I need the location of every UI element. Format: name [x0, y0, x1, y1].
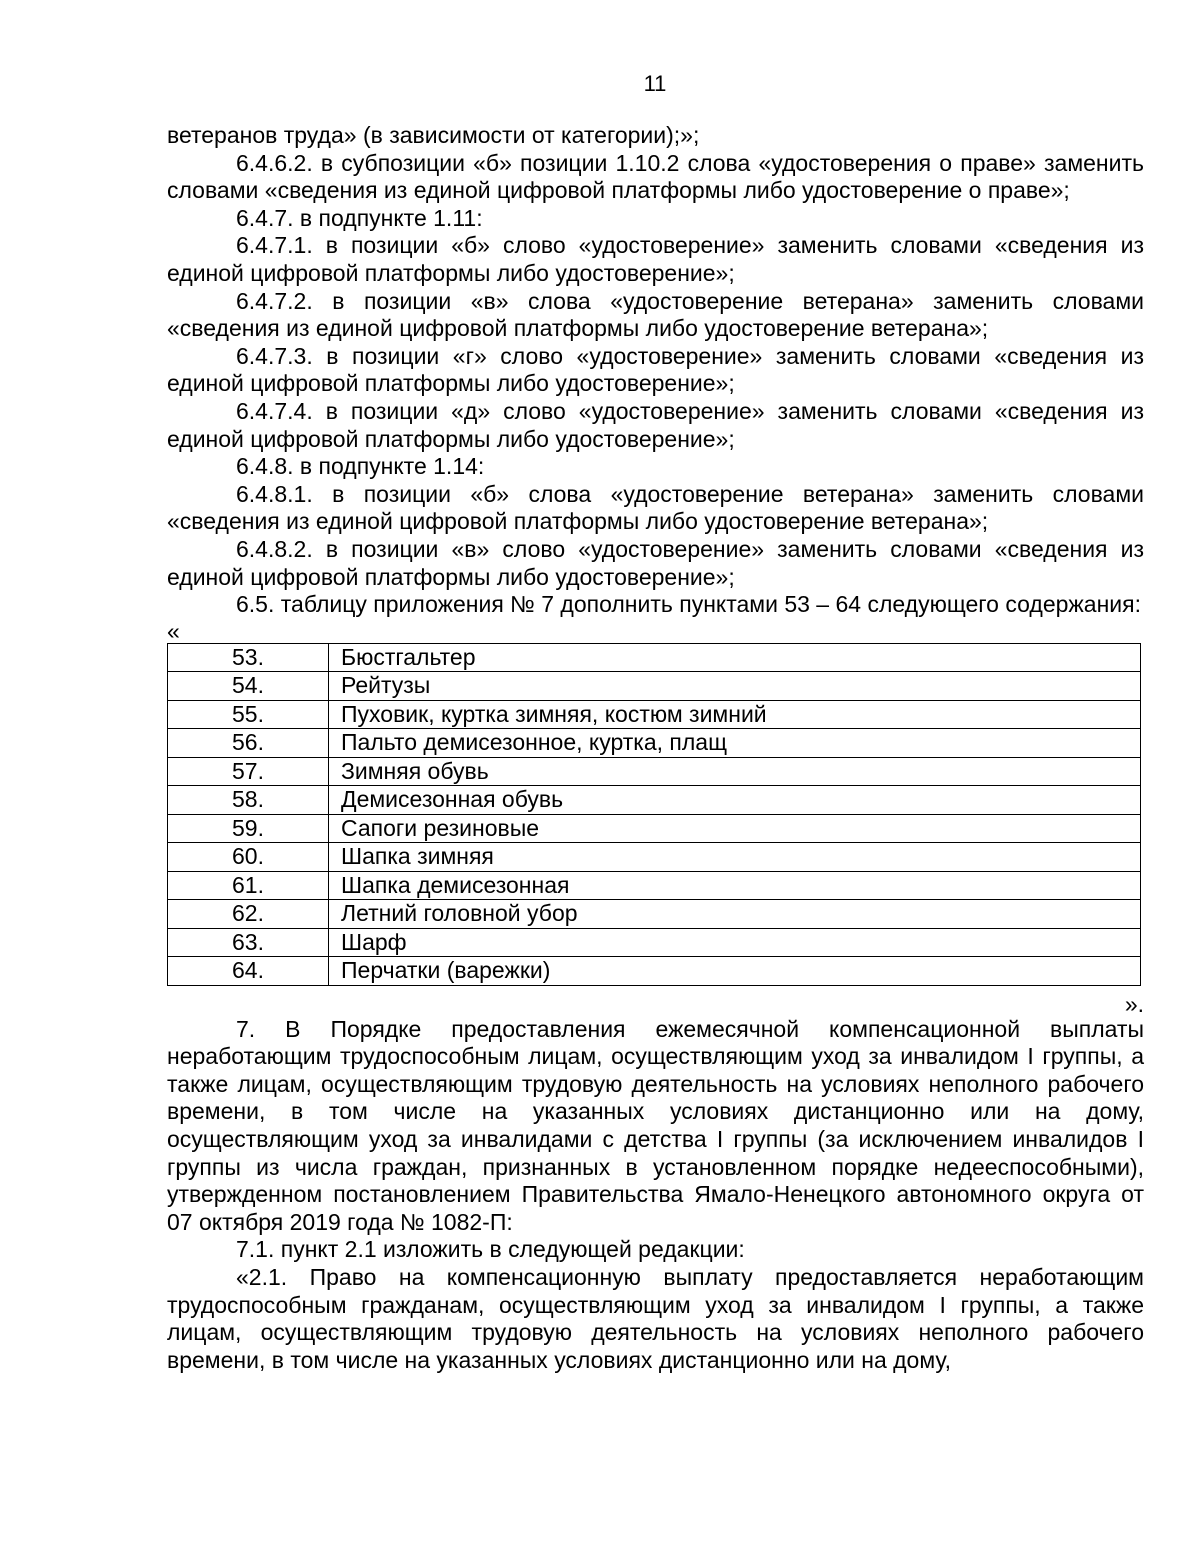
item-name: Перчатки (варежки) — [329, 957, 1141, 986]
item-name: Пуховик, куртка зимняя, костюм зимний — [329, 700, 1141, 729]
table-open-quote: « — [167, 617, 180, 644]
paragraph: 6.4.8. в подпункте 1.14: — [236, 453, 485, 480]
item-number: 56. — [168, 729, 329, 758]
item-number: 61. — [168, 871, 329, 900]
table-row — [168, 928, 1141, 957]
item-number: 55. — [168, 700, 329, 729]
table-row — [168, 757, 1141, 786]
paragraph: 6.4.7.4. в позиции «д» слово «удостоверение» заменить словами «сведения из единой цифровой платформы либо удостоверение»; — [167, 397, 1144, 452]
item-name: Рейтузы — [329, 672, 1141, 701]
paragraph: 6.4.7.2. в позиции «в» слова «удостоверение ветерана» заменить словами «сведения из единой цифровой платформы либо удостоверение ветерана»; — [167, 287, 1144, 342]
paragraph: ветеранов труда» (в зависимости от категории);»; — [167, 122, 700, 148]
paragraph: «2.1. Право на компенсационную выплату предоставляется неработающим трудоспособным гражданам, осуществляющим уход за инвалидом I группы, а также лицам, осуществляющим трудовую деятельность на условиях неполного рабочего времени, в том числе на указанных условиях дистанционно или на дому, — [167, 1264, 1144, 1373]
item-number: 53. — [168, 643, 329, 672]
page-number: 11 — [643, 71, 667, 96]
table-row — [168, 900, 1141, 929]
item-name: Бюстгальтер — [329, 643, 1141, 672]
table-row — [168, 643, 1141, 672]
item-name: Летний головной убор — [329, 900, 1141, 929]
item-number: 58. — [168, 786, 329, 815]
table-row — [168, 700, 1141, 729]
table-row — [168, 814, 1141, 843]
table-row — [168, 672, 1141, 701]
paragraph: 6.4.8.2. в позиции «в» слово «удостоверение» заменить словами «сведения из единой цифровой платформы либо удостоверение»; — [167, 535, 1144, 590]
item-name: Зимняя обувь — [329, 757, 1141, 786]
item-number: 54. — [168, 672, 329, 701]
table-row — [168, 871, 1141, 900]
paragraph: 6.4.8.1. в позиции «б» слова «удостоверение ветерана» заменить словами «сведения из единой цифровой платформы либо удостоверение ветерана»; — [167, 480, 1144, 535]
item-number: 62. — [168, 900, 329, 929]
paragraph: 6.4.7. в подпункте 1.11: — [236, 204, 483, 231]
item-name: Шарф — [329, 928, 1141, 957]
item-number: 63. — [168, 928, 329, 957]
item-name: Сапоги резиновые — [329, 814, 1141, 843]
paragraph: 6.4.6.2. в субпозиции «б» позиции 1.10.2 слова «удостоверения о праве» заменить словами «сведения из единой цифровой платформы либо удостоверение о праве»; — [167, 149, 1144, 204]
paragraph: 6.5. таблицу приложения № 7 дополнить пунктами 53 – 64 следующего содержания: — [236, 591, 1141, 618]
table-row — [168, 957, 1141, 986]
paragraphs-before-table — [167, 122, 1144, 619]
item-number: 64. — [168, 957, 329, 986]
item-name: Демисезонная обувь — [329, 786, 1141, 815]
item-name: Пальто демисезонное, куртка, плащ — [329, 729, 1141, 758]
table-row — [168, 786, 1141, 815]
paragraph: 6.4.7.3. в позиции «г» слово «удостоверение» заменить словами «сведения из единой цифровой платформы либо удостоверение»; — [167, 342, 1144, 397]
table-close-quote: ». — [1124, 990, 1144, 1017]
item-number: 60. — [168, 843, 329, 872]
item-number: 57. — [168, 757, 329, 786]
paragraph: 6.4.7.1. в позиции «б» слово «удостоверение» заменить словами «сведения из единой цифровой платформы либо удостоверение»; — [167, 232, 1144, 286]
item-name: Шапка зимняя — [329, 843, 1141, 872]
item-number: 59. — [168, 814, 329, 843]
document-body — [167, 122, 1144, 1374]
table-row — [168, 729, 1141, 758]
paragraph: 7.1. пункт 2.1 изложить в следующей редакции: — [236, 1236, 745, 1263]
table-row — [168, 843, 1141, 872]
paragraph: 7. В Порядке предоставления ежемесячной компенсационной выплаты неработающим трудоспособным лицам, осуществляющим уход за инвалидом I группы, а также лицам, осуществляющим трудовую деятельность на условиях неполного рабочего времени, в том числе на указанных условиях дистанционно или на дому, осуществляющим уход за инвалидами с детства I группы (за исключением инвалидов I группы из числа граждан, признанных в установленном порядке недееспособными), утвержденном постановлением Правительства Ямало-Ненецкого автономного округа от 07 октября 2019 года № 1082-П: — [167, 1015, 1144, 1235]
paragraphs-after-table — [167, 1016, 1144, 1375]
item-name: Шапка демисезонная — [329, 871, 1141, 900]
clothing-items-table — [167, 643, 1141, 986]
